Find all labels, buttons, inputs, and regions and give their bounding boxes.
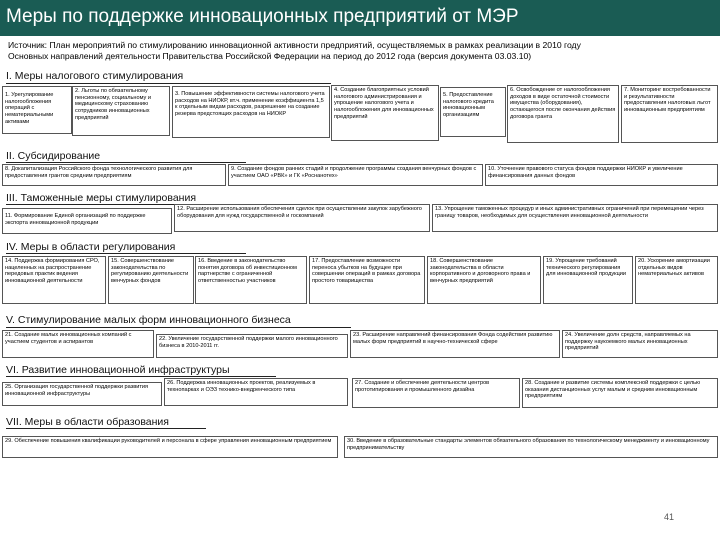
measure-box-12: 12. Расширение использования обеспечения сделок при осуществлении закупок зарубежного оборудования для нужд государственной и госкомпаний bbox=[174, 204, 430, 232]
section-divider bbox=[6, 162, 246, 163]
measure-box-29: 29. Обеспечение повышения квалификации руководителей и персонала в сфере управления инновационным предприятием bbox=[2, 436, 338, 458]
measure-box-22: 22. Увеличение государственной поддержки малого инновационного бизнеса в 2010-2011 гг. bbox=[156, 334, 348, 358]
section-title-small-business: V. Стимулирование малых форм инновационного бизнеса bbox=[6, 314, 291, 326]
measure-box-4: 4. Создание благоприятных условий налогового администрирования и упрощение налогового учета и налогообложения для инновационных предприятий bbox=[331, 85, 439, 141]
section-title-infrastructure: VI. Развитие инновационной инфраструктуры bbox=[6, 364, 230, 376]
measure-box-28: 28. Создание и развитие системы комплексной поддержки с целью оказания дистанционных услуг малым и средним инновационным предприятиям bbox=[522, 378, 718, 408]
section-title-subsidies: II. Субсидирование bbox=[6, 150, 101, 162]
section-divider bbox=[6, 327, 351, 328]
source-line-2: Основных направлений деятельности Правительства Российской Федерации на период до 2012 года (версия документа 03.03.10) bbox=[8, 51, 532, 61]
measure-box-10: 10. Уточнение правового статуса фондов поддержки НИОКР и увеличение финансирования данных фондов bbox=[485, 164, 718, 186]
measure-box-24: 24. Увеличение долн средств, направляемых на поддержку наукоемкого малых инновационных предприятий bbox=[562, 330, 718, 358]
measure-box-5: 5. Предоставление налогового кредита инновационным организациям bbox=[440, 87, 506, 137]
source-line-1: Источник: План мероприятий по стимулированию инновационной активности предприятий, осуществляемых в рамках реализации в 2010 году bbox=[8, 40, 581, 50]
measure-box-6: 6. Освобождение от налогообложения доходов в виде остаточной стоимости имущества (оборудования), остающегося после окончания действия договора гранта bbox=[507, 85, 619, 143]
section-divider bbox=[6, 253, 246, 254]
measure-box-25: 25. Организация государственной поддержки развития инновационной инфраструктуры bbox=[2, 382, 162, 406]
measure-box-27: 27. Создание и обеспечение деятельности центров прототипирования и промышленного дизайна bbox=[352, 378, 520, 408]
measure-box-9: 9. Создание фондов ранних стадий и продолжение программы создания венчурных фондов с участием ОАО «РВК» и ГК «Роснанотех» bbox=[228, 164, 483, 186]
measure-box-16: 16. Введение в законодательство понятия договора об инвестиционном партнерстве с ограниченной ответственностью участников bbox=[195, 256, 307, 304]
measure-box-1: 1. Урегулирование налогообложения операций с нематериальными активами bbox=[2, 86, 72, 134]
measure-box-18: 18. Совершенствование законодательства в области корпоративного и договорного права и венчурных предприятий bbox=[427, 256, 541, 304]
measure-box-7: 7. Мониторинг востребованности и результативности предоставления налоговых льгот инновационным предприятиям bbox=[621, 85, 718, 143]
page-number: 41 bbox=[664, 512, 675, 522]
measure-box-3: 3. Повышение эффективности системы налогового учета расходов на НИОКР, вт.ч. применение коэффициента 1,5 к отдельным видам расходов, разрешение на создание резерва предстоящих расходов на НИОКР bbox=[172, 86, 330, 138]
measure-box-23: 23. Расширение направлений финансирования Фонда содействия развитию малых форм предприятий в научно-технической сфере bbox=[350, 330, 560, 358]
measure-box-2: 2. Льготы по обязательному пенсионному, социальному и медицинскому страхованию сотрудников инновационных предприятий bbox=[72, 86, 170, 136]
measure-box-13: 13. Упрощение таможенных процедур и иных административных ограничений при перемещении через границу товаров, необходимых для осуществления инновационной деятельности bbox=[432, 204, 718, 232]
measure-box-20: 20. Ускорение амортизации отдельных видов нематериальных активов bbox=[635, 256, 718, 304]
measure-box-21: 21. Создание малых инновационных компаний с участием студентов и аспирантов bbox=[2, 330, 154, 358]
measure-box-11: 11. Формирование Единой организаций по поддержке экспорта инновационной продукции bbox=[2, 208, 172, 234]
section-divider bbox=[6, 428, 206, 429]
section-title-regulation: IV. Меры в области регулирования bbox=[6, 241, 176, 253]
measure-box-19: 19. Упрощение требований технического регулирования для инновационной продукции bbox=[543, 256, 633, 304]
measure-box-8: 8. Докапитализация Российского фонда технологического развития для предоставления грантов средним предприятиям bbox=[2, 164, 226, 186]
title-bar bbox=[0, 0, 720, 36]
measure-box-14: 14. Поддержка формирования СРО, нацеленных на распространение передовых практик ведения инновационной деятельности bbox=[2, 256, 106, 304]
measure-box-15: 15. Совершенствование законодательства по регулированию деятельности венчурных фондов bbox=[108, 256, 194, 304]
source-note bbox=[8, 40, 712, 62]
page-title: Меры по поддержке инновационных предприятий от МЭР bbox=[6, 6, 519, 27]
section-divider bbox=[6, 83, 331, 84]
section-divider bbox=[6, 376, 276, 377]
measure-box-26: 26. Поддержка инновационных проектов, реализуемых в технопарках и ОЭЗ технико-внедренческого типа bbox=[164, 378, 348, 406]
section-title-education: VII. Меры в области образования bbox=[6, 416, 169, 428]
section-title-tax: I. Меры налогового стимулирования bbox=[6, 70, 184, 82]
measure-box-17: 17. Предоставление возможности переноса убытков на будущее при совершении операций в рамках договора простого товарищества bbox=[309, 256, 425, 304]
section-title-customs: III. Таможенные меры стимулирования bbox=[6, 192, 197, 204]
measure-box-30: 30. Введение в образовательные стандарты элементов обязательного образования по технологическому менеджменту и инновационному предпринимательству bbox=[344, 436, 718, 458]
